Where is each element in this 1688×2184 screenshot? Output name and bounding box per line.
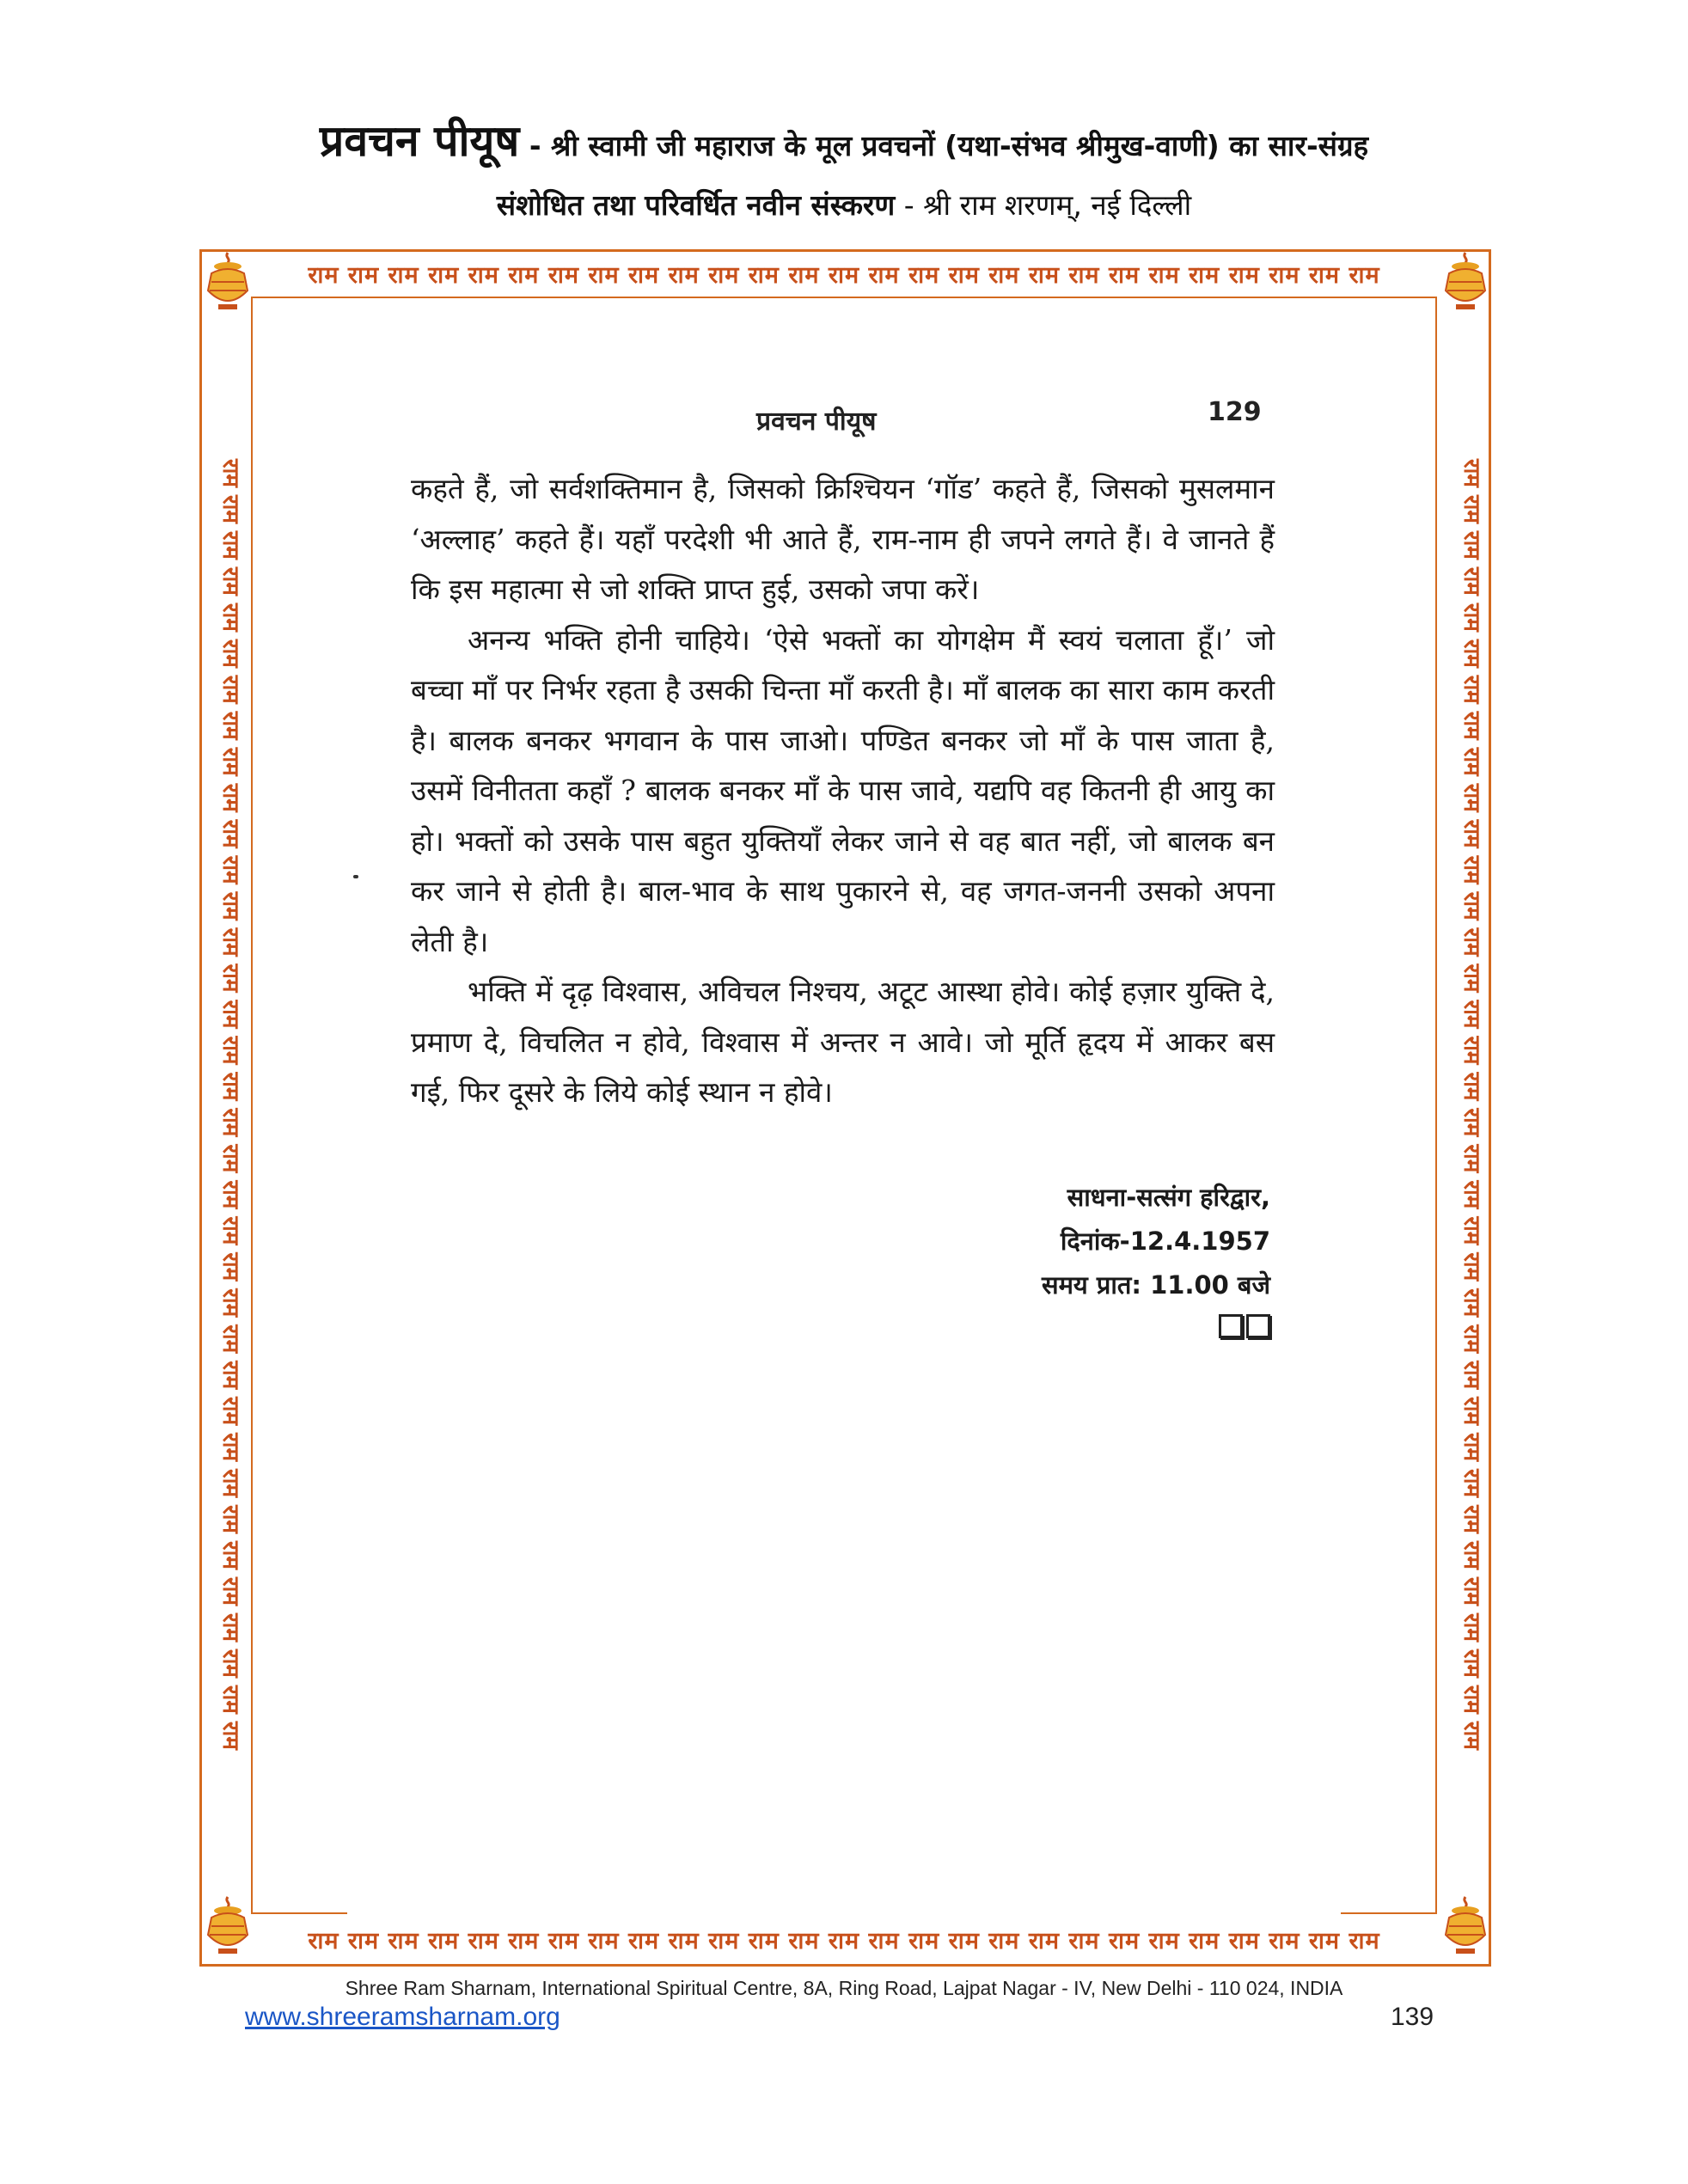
inner-right-rule bbox=[1435, 297, 1437, 1914]
title-main: प्रवचन पीयूष bbox=[319, 116, 520, 166]
signature-date: दिनांक-12.4.1957 bbox=[1060, 1227, 1270, 1256]
scan-speck bbox=[353, 875, 358, 878]
signature-place: साधना-सत्संग हरिद्वार, bbox=[1067, 1183, 1270, 1212]
sermon-text bbox=[411, 464, 1275, 1118]
inner-bottom-right-rule bbox=[1341, 1912, 1437, 1914]
inner-top-rule bbox=[251, 297, 1437, 298]
title-description: - श्री स्वामी जी महाराज के मूल प्रवचनों (यथा-संभव श्रीमुख-वाणी) का सार-संग्रह bbox=[519, 129, 1369, 162]
paragraph: अनन्य भक्ति होनी चाहिये। ‘ऐसे भक्तों का योगक्षेम मैं स्वयं चलाता हूँ।’ जो बच्चा माँ पर निर्भर रहता है उसकी चिन्ता माँ करती है। माँ बालक का सारा काम करती है। बालक बनकर भगवान के पास जाओ। पण्डित बनकर जो माँ के पास जाता है, उसमें विनीतता कहाँ ? बालक बनकर माँ के पास जावे, यद्यपि वह कितनी ही आयु का हो। भक्तों को उसके पास बहुत युक्तियाँ लेकर जाने से वह बात नहीं, जो बालक बन कर जाने से होती है। बाल-भाव के साथ पुकारने से, वह जगत-जननी उसको अपना लेती है। bbox=[411, 622, 1275, 958]
pdf-page-number: 139 bbox=[1391, 2003, 1434, 2031]
kalash-icon bbox=[1440, 1895, 1490, 1957]
border-top-ram: राम राम राम राम राम राम राम राम राम राम राम राम राम राम राम राम राम राम राम राम राम राम राम राम राम राम राम bbox=[308, 262, 1380, 289]
kalash-icon bbox=[1440, 251, 1490, 313]
border-bottom-ram: राम राम राम राम राम राम राम राम राम राम राम राम राम राम राम राम राम राम राम राम राम राम राम राम राम राम राम bbox=[308, 1928, 1380, 1955]
subtitle-edition: संशोधित तथा परिवर्धित नवीन संस्करण bbox=[496, 188, 896, 222]
kalash-icon bbox=[203, 251, 253, 313]
signature-time: समय प्रात: 11.00 बजे bbox=[1041, 1270, 1270, 1300]
inner-bottom-left-rule bbox=[251, 1912, 347, 1914]
paragraph: भक्ति में दृढ़ विश्वास, अविचल निश्चय, अटूट आस्था होवे। कोई हज़ार युक्ति दे, प्रमाण दे, विचलित न होवे, विश्वास में अन्तर न आवे। जो मूर्ति हृदय में आकर बस गई, फिर दूसरे के लिये कोई स्थान न होवे। bbox=[411, 975, 1275, 1109]
border-left-ram: राम राम राम राम राम राम राम राम राम राम राम राम राम राम राम राम राम राम राम राम राम राम राम राम राम राम राम राम राम राम राम राम राम राम राम राम bbox=[217, 459, 243, 1750]
document-subtitle bbox=[0, 185, 1688, 223]
subtitle-publisher: - श्री राम शरणम्, नई दिल्ली bbox=[895, 188, 1192, 222]
website-link[interactable]: www.shreeramsharnam.org bbox=[245, 2003, 560, 2031]
signature-block bbox=[1042, 1176, 1270, 1352]
document-title bbox=[0, 110, 1688, 168]
footer-address: Shree Ram Sharnam, International Spiritual Centre, 8A, Ring Road, Lajpat Nagar - IV, New Delhi - 110 024, INDIA bbox=[345, 1977, 1343, 1999]
running-title: प्रवचन पीयूष bbox=[756, 407, 877, 437]
kalash-icon bbox=[203, 1895, 253, 1957]
inner-left-rule bbox=[251, 297, 253, 1914]
paragraph: कहते हैं, जो सर्वशक्तिमान है, जिसको क्रिश्चियन ‘गॉड’ कहते हैं, जिसको मुसलमान ‘अल्लाह’ कहते हैं। यहाँ परदेशी भी आते हैं, राम-नाम ही जपने लगते हैं। वे जानते हैं कि इस महात्मा से जो शक्ति प्राप्त हुई, उसको जपा करें। bbox=[411, 472, 1275, 606]
book-page-number: 129 bbox=[1208, 397, 1262, 427]
border-right-ram: राम राम राम राम राम राम राम राम राम राम राम राम राम राम राम राम राम राम राम राम राम राम राम राम राम राम राम राम राम राम राम राम राम राम राम राम bbox=[1459, 459, 1484, 1750]
end-mark-icon bbox=[1219, 1314, 1270, 1338]
